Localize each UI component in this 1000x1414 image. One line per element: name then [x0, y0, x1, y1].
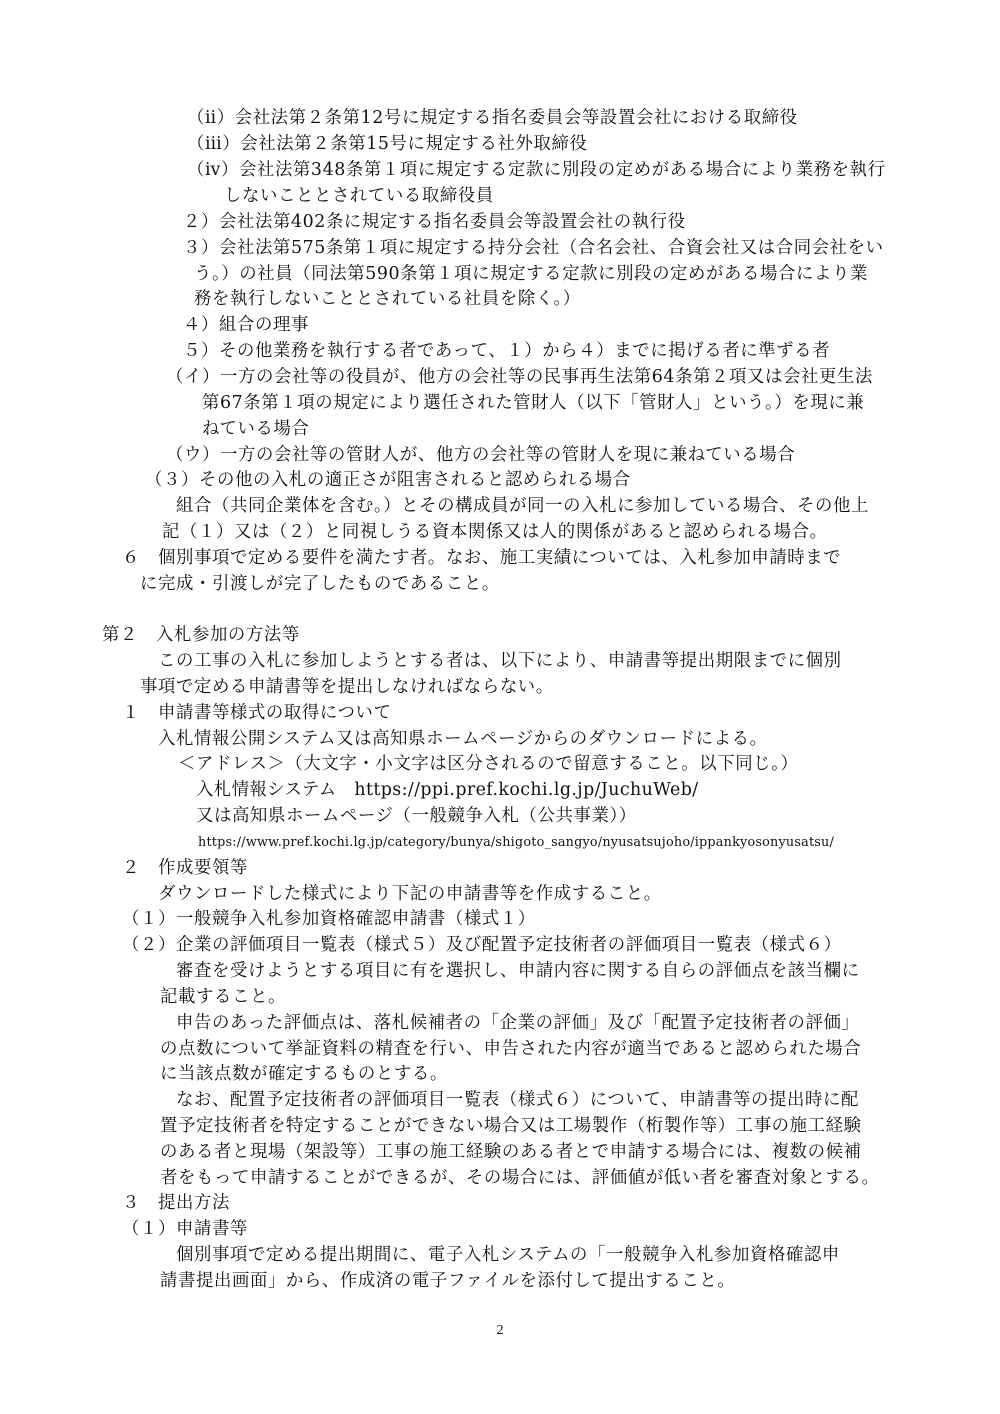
text-line: のある者と現場（架設等）工事の施工経験のある者とで申請する場合には、複数の候補: [160, 1142, 862, 1162]
text-line: この工事の入札に参加しようとする者は、以下により、申請書等提出期限までに個別: [158, 651, 842, 671]
text-line: 第67条第１項の規定により選任された管財人（以下「管財人」という。）を現に兼: [202, 393, 865, 413]
text-line: （ⅱ）会社法第２条第12号に規定する指名委員会等設置会社における取締役: [187, 108, 798, 128]
text-line: ５）その他業務を執行する者であって、１）から４）までに掲げる者に準ずる者: [183, 341, 831, 361]
text-line: に当該点数が確定するものとする。: [160, 1064, 448, 1084]
text-line: （１）申請書等: [122, 1219, 248, 1239]
text-line: 個別事項で定める提出期間に、電子入札システムの「一般競争入札参加資格確認申: [176, 1245, 840, 1265]
text-line: （１）一般競争入札参加資格確認申請書（様式１）: [122, 909, 536, 929]
text-line: に完成・引渡しが完了したものであること。: [140, 574, 500, 594]
subsection-heading: ３ 提出方法: [122, 1193, 230, 1213]
text-line: （イ）一方の会社等の役員が、他方の会社等の民事再生法第64条第２項又は会社更生法: [166, 367, 873, 387]
text-line: 事項で定める申請書等を提出しなければならない。: [140, 677, 554, 697]
text-line: ４）組合の理事: [183, 315, 309, 335]
text-line: ３）会社法第575条第１項に規定する持分会社（合名会社、合資会社又は合同会社をい: [183, 238, 884, 258]
text-line: 者をもって申請することができるが、その場合には、評価値が低い者を審査対象とする。: [160, 1168, 880, 1188]
subsection-heading: １ 申請書等様式の取得について: [122, 703, 392, 723]
text-line: ダウンロードした様式により下記の申請書等を作成すること。: [158, 884, 662, 904]
subsection-heading: ２ 作成要領等: [122, 858, 248, 878]
url-line: 入札情報システム https://ppi.pref.kochi.lg.jp/JuchuWeb/: [196, 780, 699, 800]
text-line: （２）企業の評価項目一覧表（様式５）及び配置予定技術者の評価項目一覧表（様式６）: [122, 935, 842, 955]
text-line: 入札情報公開システム又は高知県ホームページからのダウンロードによる。: [158, 729, 768, 749]
url-link[interactable]: https://www.pref.kochi.lg.jp/category/bunya/shigoto_sangyo/nyusatsujoho/ippankyosonyusatsu/: [198, 835, 835, 850]
text-line: ２）会社法第402条に規定する指名委員会等設置会社の執行役: [183, 212, 686, 232]
text-line: （ⅳ）会社法第348条第１項に規定する定款に別段の定めがある場合により業務を執行: [187, 160, 886, 180]
text-line: 又は高知県ホームページ（一般競争入札（公共事業））: [196, 806, 637, 826]
text-line: （ⅲ）会社法第２条第15号に規定する社外取締役: [187, 134, 588, 154]
text-line: う。）の社員（同法第590条第１項に規定する定款に別段の定めがある場合により業: [194, 264, 868, 284]
text-line: 記載すること。: [160, 987, 286, 1007]
page-number: 2: [496, 1323, 504, 1338]
text-line: なお、配置予定技術者の評価項目一覧表（様式６）について、申請書等の提出時に配: [176, 1090, 859, 1110]
text-line: 審査を受けようとする項目に有を選択し、申請内容に関する自らの評価点を該当欄に: [176, 961, 860, 981]
text-line: （ウ）一方の会社等の管財人が、他方の会社等の管財人を現に兼ねている場合: [166, 445, 796, 465]
section-heading: 第２ 入札参加の方法等: [102, 625, 300, 645]
text-line: しないこととされている取締役員: [224, 186, 494, 206]
text-line: ６ 個別事項で定める要件を満たす者。なお、施工実績については、入札参加申請時まで: [122, 548, 842, 568]
text-line: 申告のあった評価点は、落札候補者の「企業の評価」及び「配置予定技術者の評価」: [176, 1013, 860, 1033]
text-line: の点数について挙証資料の精査を行い、申告された内容が適当であると認められた場合: [160, 1039, 862, 1059]
text-line: 務を執行しないこととされている社員を除く。）: [194, 289, 581, 309]
text-line: ＜アドレス＞（大文字・小文字は区分されるので留意すること。以下同じ。）: [178, 754, 799, 774]
text-line: ねている場合: [202, 419, 310, 439]
text-line: 置予定技術者を特定することができない場合又は工場製作（桁製作等）工事の施工経験: [160, 1116, 862, 1136]
text-line: 記（１）又は（２）と同視しうる資本関係又は人的関係があると認められる場合。: [162, 522, 828, 542]
text-line: 組合（共同企業体を含む。）とその構成員が同一の入札に参加している場合、その他上: [176, 496, 869, 516]
text-line: （３）その他の入札の適正さが阻害されると認められる場合: [145, 470, 631, 490]
text-line: 請書提出画面」から、作成済の電子ファイルを添付して提出すること。: [160, 1271, 736, 1291]
